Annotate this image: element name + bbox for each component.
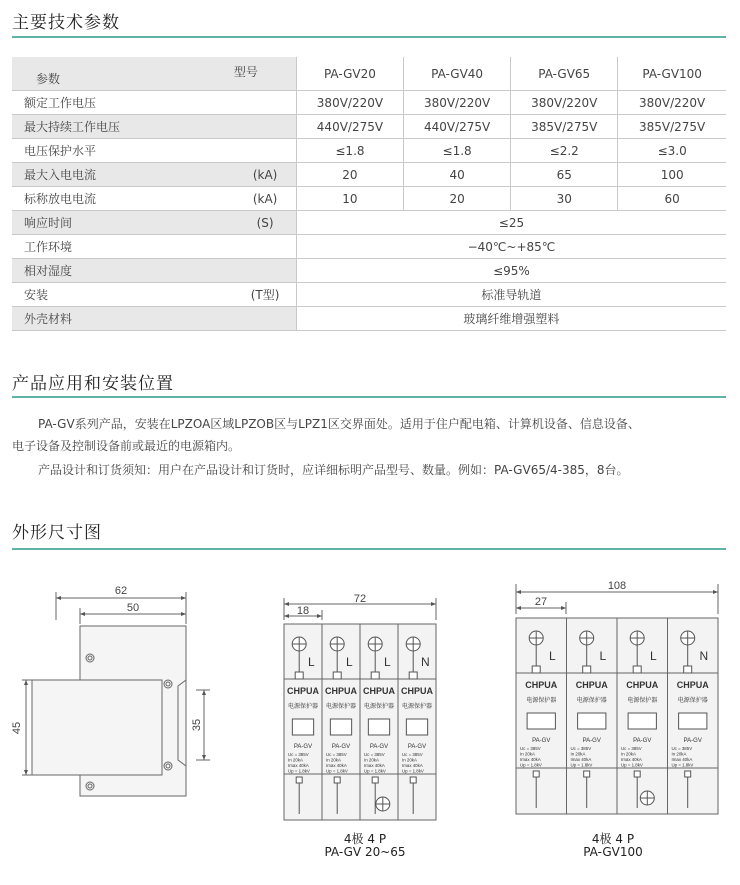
row-value: 380V/220V <box>404 91 511 115</box>
row-span-value: 玻璃纤维增强塑料 <box>296 307 726 331</box>
mid-spec-line: Imax 40kA <box>326 763 347 768</box>
row-value: 440V/275V <box>404 115 511 139</box>
row-unit <box>234 139 296 163</box>
right-brand-label: CHPUA <box>525 680 558 690</box>
row-span-value: ≤25 <box>296 211 726 235</box>
model-header-2: PA-GV65 <box>511 57 618 91</box>
mid-spec-line: Uc = 385V <box>364 752 385 757</box>
right-window <box>578 713 606 729</box>
row-value: 385V/275V <box>511 115 618 139</box>
right-spec-line: Uc = 385V <box>520 746 541 751</box>
row-unit: (kA) <box>234 187 296 211</box>
row-value: 380V/220V <box>618 91 726 115</box>
application-paragraph-1-line-1: PA-GV系列产品，安装在LPZOA区域LPZOB区与LPZ1区交界面处。适用于住户配电箱、计算机设备、信息设备、 <box>38 417 640 431</box>
row-value: 30 <box>511 187 618 211</box>
table-row <box>12 139 726 163</box>
row-value: 65 <box>511 163 618 187</box>
mid-pole-label: L <box>346 655 353 669</box>
spec-table <box>12 57 726 331</box>
model-header-0: PA-GV20 <box>296 57 403 91</box>
table-row <box>12 187 726 211</box>
mid-window <box>292 719 313 735</box>
right-spec-line: Uc = 385V <box>621 746 642 751</box>
right-spec-line: Up = 1.8kV <box>520 762 542 768</box>
mid-caption-line-1: 4极 4 P <box>343 832 387 846</box>
right-model-label: PA-GV <box>532 738 551 744</box>
right-brand-label: CHPUA <box>575 680 608 690</box>
right-model-label: PA-GV <box>683 738 702 744</box>
row-label: 标称放电电流 <box>12 187 234 211</box>
mid-model-label: PA-GV <box>293 744 313 750</box>
mid-spec-line: In 20kA <box>402 757 417 763</box>
table-header-cell <box>12 57 296 91</box>
row-value: 20 <box>296 163 403 187</box>
mid-pole-label: L <box>308 655 315 669</box>
mid-spec-line: Imax 40kA <box>402 763 423 768</box>
right-dim-pole-label: 27 <box>534 596 548 608</box>
right-pole-label: L <box>650 649 657 663</box>
row-label: 额定工作电压 <box>12 91 234 115</box>
row-value: ≤1.8 <box>404 139 511 163</box>
row-value: 380V/220V <box>511 91 618 115</box>
row-label: 相对湿度 <box>12 259 234 283</box>
row-value: 60 <box>618 187 726 211</box>
side-dim-inner-label: 50 <box>126 602 140 614</box>
table-row <box>12 283 726 307</box>
row-value: 100 <box>618 163 726 187</box>
mid-model-label: PA-GV <box>369 744 389 750</box>
row-label: 安装 <box>12 283 234 307</box>
row-value: ≤1.8 <box>296 139 403 163</box>
specs-section-rule <box>12 36 726 38</box>
mid-name-label: 电源保护器 <box>363 704 395 710</box>
row-value: 40 <box>404 163 511 187</box>
mid-spec-line: Up = 1.8kV <box>326 768 348 774</box>
row-span-value: ≤95% <box>296 259 726 283</box>
mid-spec-line: In 20kA <box>288 757 303 763</box>
mid-spec-line: In 20kA <box>364 757 379 763</box>
right-caption-line-1: 4极 4 P <box>591 832 635 846</box>
mid-spec-line: Imax 40kA <box>288 763 309 768</box>
side-dim-inner-height-label: 35 <box>191 718 203 732</box>
application-paragraph-1-cont <box>12 435 732 457</box>
right-spec-line: Imax 40kA <box>520 757 541 762</box>
side-dim-total-label: 62 <box>114 585 128 597</box>
mid-brand-label: CHPUA <box>400 686 434 696</box>
mid-brand-label: CHPUA <box>324 686 358 696</box>
application-paragraph-1-line-2: 电子设备及控制设备前或最近的电源箱内。 <box>12 439 241 453</box>
row-value: 440V/275V <box>296 115 403 139</box>
mid-dim-total-label: 72 <box>353 593 367 605</box>
dimensions-section-rule <box>12 548 726 550</box>
model-header-1: PA-GV40 <box>404 57 511 91</box>
row-value: ≤2.2 <box>511 139 618 163</box>
right-window <box>679 713 707 729</box>
table-row <box>12 307 726 331</box>
row-label: 响应时间 <box>12 211 234 235</box>
mid-spec-line: In 20kA <box>326 757 341 763</box>
row-label: 最大入电电流 <box>12 163 234 187</box>
row-unit: (T型) <box>234 283 296 307</box>
right-dim-total-label: 108 <box>607 580 627 592</box>
mid-dim-pole-label: 18 <box>296 605 310 617</box>
right-brand-label: CHPUA <box>676 680 709 690</box>
front-view-4p-100-drawing <box>508 576 728 826</box>
right-model-label: PA-GV <box>633 738 652 744</box>
right-name-label: 电源保护器 <box>677 698 708 704</box>
row-span-value: 标准导轨道 <box>296 283 726 307</box>
row-label: 最大持续工作电压 <box>12 115 234 139</box>
right-spec-line: Up = 1.8kV <box>570 762 593 768</box>
application-section-title: 产品应用和安装位置 <box>12 374 174 394</box>
row-label: 电压保护水平 <box>12 139 234 163</box>
row-value: 20 <box>404 187 511 211</box>
table-row <box>12 211 726 235</box>
right-model-label: PA-GV <box>582 738 601 744</box>
right-brand-label: CHPUA <box>626 680 659 690</box>
mid-window <box>406 719 427 735</box>
application-section-rule <box>12 396 726 398</box>
mid-spec-line: Up = 1.8kV <box>402 768 424 774</box>
right-name-label: 电源保护器 <box>627 698 658 704</box>
side-view-drawing <box>0 580 220 830</box>
right-spec-line: In 20kA <box>621 751 636 757</box>
mid-spec-line: Imax 40kA <box>364 763 385 768</box>
mid-brand-label: CHPUA <box>286 686 320 696</box>
right-window <box>527 713 555 729</box>
mid-name-label: 电源保护器 <box>401 704 433 710</box>
row-label: 工作环境 <box>12 235 234 259</box>
right-spec-line: In 20kA <box>671 751 687 757</box>
mid-pole-label: L <box>384 655 391 669</box>
side-dim-height-label: 45 <box>11 721 23 735</box>
mid-spec-line: Uc = 385V <box>402 752 423 757</box>
mid-spec-line: Up = 1.8kV <box>364 768 386 774</box>
table-row <box>12 163 726 187</box>
row-value: 380V/220V <box>296 91 403 115</box>
right-spec-line: Up = 1.8kV <box>671 762 694 768</box>
row-unit: (S) <box>234 211 296 235</box>
mid-window <box>330 719 351 735</box>
model-header-3: PA-GV100 <box>618 57 726 91</box>
right-spec-line: Imax 40kA <box>621 757 642 762</box>
header-param-label: 参数 <box>36 72 61 86</box>
row-span-value: −40℃~+85℃ <box>296 235 726 259</box>
table-row <box>12 115 726 139</box>
row-value: 385V/275V <box>618 115 726 139</box>
mid-spec-line: Uc = 385V <box>288 752 309 757</box>
row-unit: (kA) <box>234 163 296 187</box>
row-unit <box>234 115 296 139</box>
right-pole-label: L <box>549 649 556 663</box>
table-row <box>12 235 726 259</box>
row-value: 10 <box>296 187 403 211</box>
mid-pole-label: N <box>421 655 430 669</box>
front-view-4p-20-65-drawing <box>270 590 460 830</box>
right-spec-line: Uc = 385V <box>570 746 592 751</box>
mid-spec-line: Up = 1.8kV <box>288 768 310 774</box>
row-unit <box>234 235 296 259</box>
mid-model-label: PA-GV <box>407 744 427 750</box>
mid-spec-line: Uc = 385V <box>326 752 347 757</box>
mid-caption-line-2: PA-GV 20~65 <box>324 845 406 859</box>
mid-name-label: 电源保护器 <box>325 704 357 710</box>
right-pole-label: N <box>699 649 709 663</box>
row-unit <box>234 91 296 115</box>
table-row <box>12 91 726 115</box>
right-caption-line-2: PA-GV100 <box>583 845 643 859</box>
right-spec-line: In 20kA <box>570 751 586 757</box>
row-label: 外壳材料 <box>12 307 234 331</box>
mid-window <box>368 719 389 735</box>
right-spec-line: In 20kA <box>520 751 535 757</box>
specs-section-title: 主要技术参数 <box>12 13 120 33</box>
table-row <box>12 259 726 283</box>
right-spec-line: Up = 1.8kV <box>621 762 643 768</box>
row-unit <box>234 307 296 331</box>
application-paragraph-1 <box>12 413 732 435</box>
right-name-label: 电源保护器 <box>526 698 557 704</box>
right-spec-line: Imax 40kA <box>671 757 693 762</box>
dimensions-section-title: 外形尺寸图 <box>12 523 102 543</box>
row-unit <box>234 259 296 283</box>
application-paragraph-2: 产品设计和订货须知：用户在产品设计和订货时，应详细标明产品型号、数量。例如：PA-GV65/4-385，8台。 <box>38 463 629 477</box>
mid-name-label: 电源保护器 <box>287 704 319 710</box>
row-value: ≤3.0 <box>618 139 726 163</box>
right-name-label: 电源保护器 <box>576 698 607 704</box>
mid-brand-label: CHPUA <box>362 686 396 696</box>
right-pole-label: L <box>599 649 607 663</box>
right-spec-line: Uc = 385V <box>671 746 693 751</box>
mid-model-label: PA-GV <box>331 744 351 750</box>
right-window <box>628 713 656 729</box>
right-spec-line: Imax 40kA <box>570 757 592 762</box>
header-model-label: 型号 <box>233 65 258 79</box>
